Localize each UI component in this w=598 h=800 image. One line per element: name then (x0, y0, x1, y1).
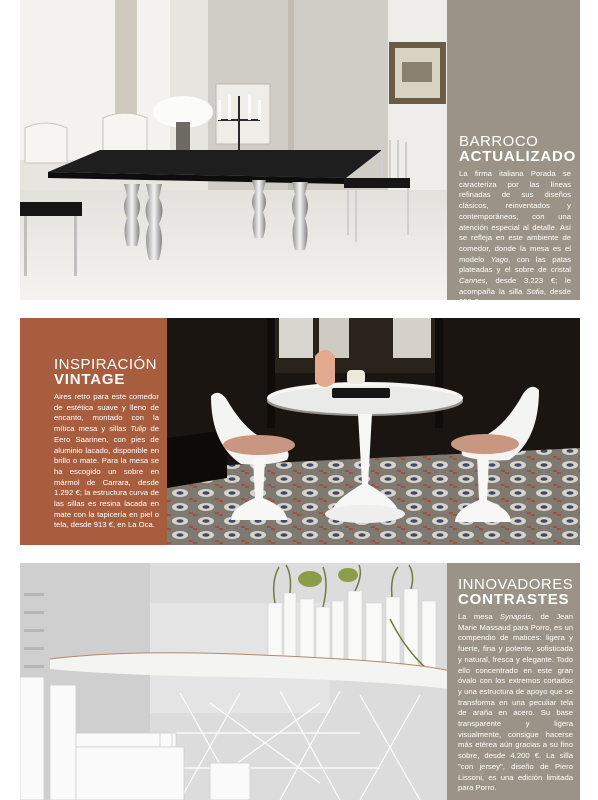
photo-tulip-table-dining (167, 318, 580, 545)
caption-panel-barroco (447, 0, 580, 307)
section-subtitle: ACTUALIZADO (459, 148, 577, 165)
tulip-dining-illustration (167, 318, 580, 545)
section-body-text: Aires retro para este comedor de estética suave y lleno de encanto, montado con la mítica mesa y sillas Tulip de Eero Saarinen, con pies de aluminio lacado, disponible en brillo o mate. Para la mesa se ha escogido un sobre en mármol de Carrara, desde 1.292 €; la estructura curva de las sillas es resina lacada en mate con la tapicería en piel o tela, desde 913 €, en La Oca. (54, 392, 159, 530)
section-subtitle: CONTRASTES (458, 591, 570, 608)
section-subtitle: VINTAGE (54, 371, 126, 388)
synapsis-dining-illustration (20, 563, 447, 800)
caption-panel-contrastes (447, 563, 580, 800)
caption-panel-vintage (20, 318, 167, 545)
photo-synapsis-table (20, 563, 447, 800)
section-title: INNOVADORES (458, 576, 574, 593)
section-body-text: La mesa Synapsis, de Jean Marie Massaud para Porro, es un compendio de matices: ligera y fuerte, fina y potente, sofisticada y natural, fresca y elegante. Todo ello concentrado en este gran óvalo con los extremos cortados y una estructura de apoyo que se transforma en una peculiar tela de araña en acero. Su base transparente y ligera visualmente, consigue hacerse más etérea aún gracias a su fino sobre, desde 4.200 €. La silla "con jersey", diseño de Piero Lissoni, es una edición limitada para Porro. (458, 612, 573, 793)
section-title: BARROCO (459, 133, 539, 150)
section-body-text: La firma italiana Porada se caracteriza por las líneas refinadas de sus diseños clásicos, reinventados y contemporáneos, con una atención especial al detalle. Así se refleja en este ambiente de comedor, donde la mesa es el modelo Yago, con las patas plateadas y el sobre de cristal Cannes, desde 3.223 €; le acompaña la silla Sofia, desde 150 €. (459, 169, 571, 307)
photo-baroque-dining-room (20, 0, 447, 300)
baroque-dining-illustration (20, 0, 447, 300)
section-title: INSPIRACIÓN (54, 356, 158, 373)
